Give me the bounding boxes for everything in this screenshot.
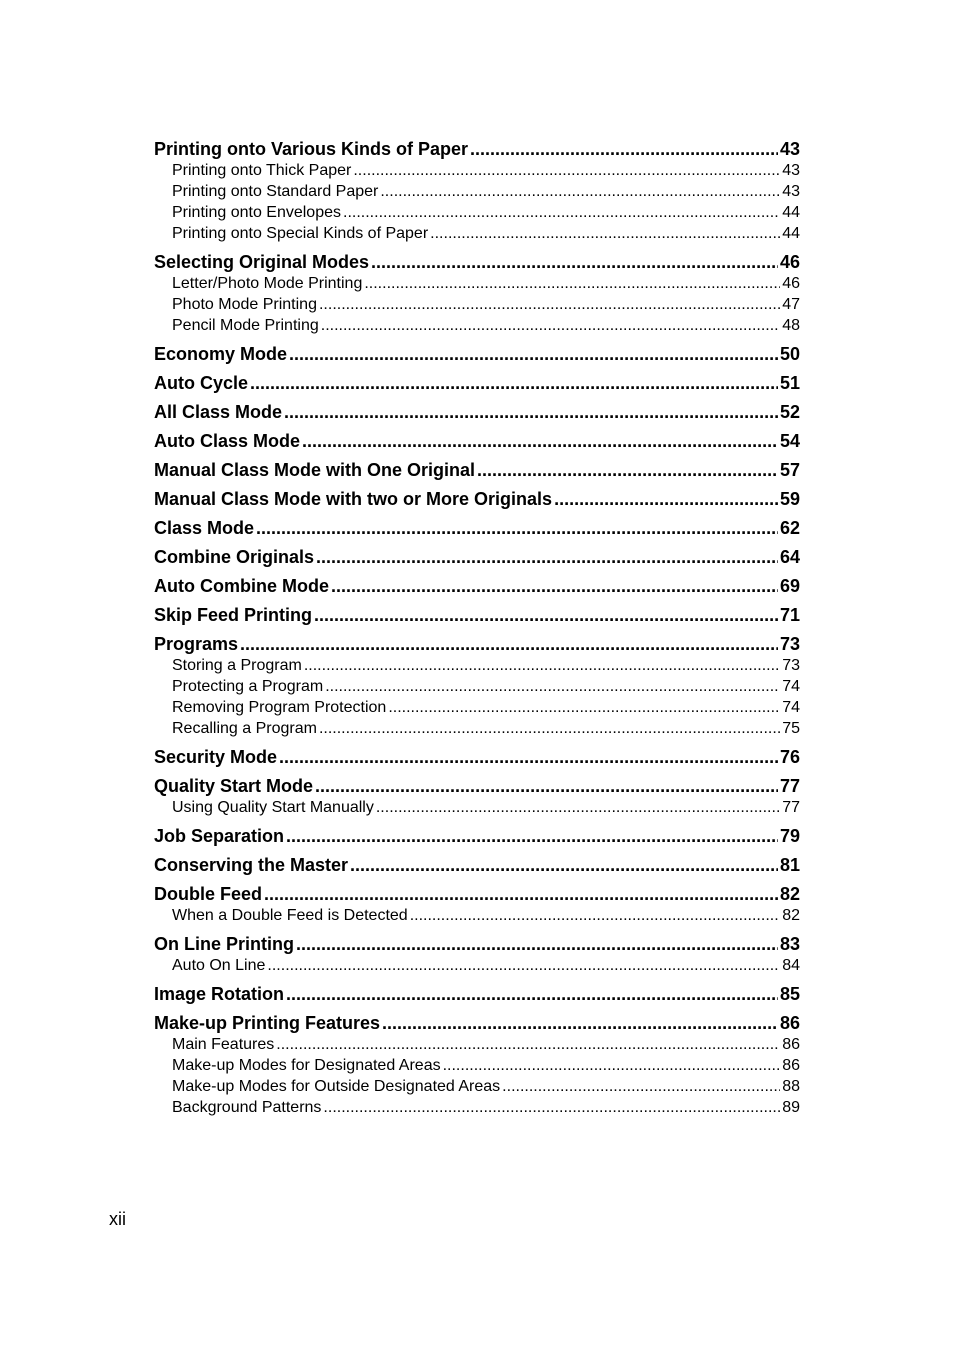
toc-section <box>154 746 800 768</box>
toc-subentry[interactable] <box>154 1034 800 1055</box>
leader-dots <box>284 401 778 423</box>
toc-entry[interactable] <box>154 401 800 423</box>
toc-subentry-page: 75 <box>782 720 800 737</box>
toc-entry[interactable] <box>154 854 800 876</box>
toc-subentry-page: 82 <box>782 907 800 924</box>
toc-entry[interactable] <box>154 933 800 955</box>
toc-entry-title: Auto Cycle <box>154 373 249 393</box>
leader-dots <box>331 575 778 597</box>
toc-entry[interactable] <box>154 575 800 597</box>
leader-dots <box>316 546 778 568</box>
toc-entry-page: 69 <box>779 576 800 596</box>
toc-entry-page: 82 <box>779 884 800 904</box>
toc-entry-title: Double Feed <box>154 884 263 904</box>
toc-entry[interactable] <box>154 775 800 797</box>
toc-subentry[interactable] <box>154 655 800 676</box>
toc-subentry[interactable] <box>154 1097 800 1118</box>
toc-subentry-page: 88 <box>782 1078 800 1095</box>
page-number: xii <box>109 1209 126 1229</box>
toc-subentry-page: 77 <box>782 799 800 816</box>
toc-entry-title: Conserving the Master <box>154 855 349 875</box>
leader-dots <box>256 517 778 539</box>
toc-section <box>154 488 800 510</box>
leader-dots <box>304 655 780 676</box>
toc-subentry-page: 44 <box>782 204 800 221</box>
toc-entry-page: 79 <box>779 826 800 846</box>
toc-subentry-title: Protecting a Program <box>172 678 324 695</box>
toc-entry-page: 62 <box>779 518 800 538</box>
toc-section <box>154 983 800 1005</box>
toc-entry-page: 71 <box>779 605 800 625</box>
toc-entry[interactable] <box>154 488 800 510</box>
toc-subentry-page: 43 <box>782 162 800 179</box>
toc-entry-page: 43 <box>779 139 800 159</box>
toc-subentry-title: Main Features <box>172 1036 275 1053</box>
leader-dots <box>350 854 778 876</box>
toc-subentry-title: Storing a Program <box>172 657 302 674</box>
toc-entry-title: Image Rotation <box>154 984 285 1004</box>
leader-dots <box>314 604 778 626</box>
leader-dots <box>371 251 778 273</box>
toc-subentry-page: 86 <box>782 1036 800 1053</box>
toc-section <box>154 854 800 876</box>
leader-dots <box>286 983 778 1005</box>
toc-section <box>154 825 800 847</box>
toc-entry[interactable] <box>154 883 800 905</box>
toc-subentry-title: Recalling a Program <box>172 720 317 737</box>
toc-entry-title: Economy Mode <box>154 344 288 364</box>
toc-subentry[interactable] <box>154 905 800 926</box>
leader-dots <box>276 1034 780 1055</box>
toc-entry[interactable] <box>154 604 800 626</box>
toc-subentry[interactable] <box>154 1055 800 1076</box>
toc-subentry-title: Pencil Mode Printing <box>172 317 319 334</box>
toc-subentry-title: Using Quality Start Manually <box>172 799 374 816</box>
toc-subentry-title: Letter/Photo Mode Printing <box>172 275 363 292</box>
toc-entry-page: 51 <box>779 373 800 393</box>
toc-subentry-page: 84 <box>782 957 800 974</box>
toc-entry[interactable] <box>154 138 800 160</box>
toc-entry[interactable] <box>154 251 800 273</box>
toc-entry[interactable] <box>154 517 800 539</box>
toc-subentry[interactable] <box>154 697 800 718</box>
toc-subentry[interactable] <box>154 676 800 697</box>
toc-entry-page: 83 <box>779 934 800 954</box>
toc-subentry[interactable] <box>154 797 800 818</box>
leader-dots <box>319 294 780 315</box>
leader-dots <box>286 825 778 847</box>
toc-subentry[interactable] <box>154 718 800 739</box>
leader-dots <box>443 1055 781 1076</box>
toc-subentry[interactable] <box>154 1076 800 1097</box>
toc-entry[interactable] <box>154 1012 800 1034</box>
toc-entry-page: 46 <box>779 252 800 272</box>
toc-section <box>154 546 800 568</box>
toc-subentry-title: Removing Program Protection <box>172 699 387 716</box>
toc-entry[interactable] <box>154 343 800 365</box>
toc-subentry-title: Printing onto Standard Paper <box>172 183 379 200</box>
leader-dots <box>264 883 778 905</box>
toc-entry-title: On Line Printing <box>154 934 294 954</box>
toc-subentry-title: When a Double Feed is Detected <box>172 907 408 924</box>
toc-entry-title: Job Separation <box>154 826 285 846</box>
toc-subentry-page: 46 <box>782 275 800 292</box>
toc-subentry[interactable] <box>154 202 800 223</box>
toc-section <box>154 343 800 365</box>
toc-subentry-page: 86 <box>782 1057 800 1074</box>
toc-entry-page: 76 <box>779 747 800 767</box>
toc-entry-page: 64 <box>779 547 800 567</box>
leader-dots <box>302 430 778 452</box>
toc-entry-page: 85 <box>779 984 800 1004</box>
toc-subentry-title: Photo Mode Printing <box>172 296 317 313</box>
leader-dots <box>289 343 778 365</box>
toc-entry-title: Programs <box>154 634 239 654</box>
toc-section <box>154 633 800 739</box>
toc-subentry[interactable] <box>154 223 800 244</box>
toc-entry-title: All Class Mode <box>154 402 283 422</box>
toc-subentry-page: 73 <box>782 657 800 674</box>
leader-dots <box>343 202 780 223</box>
toc-subentry[interactable] <box>154 273 800 294</box>
toc-entry-page: 86 <box>779 1013 800 1033</box>
toc-entry-page: 81 <box>779 855 800 875</box>
toc-section <box>154 138 800 244</box>
toc-subentry-title: Printing onto Envelopes <box>172 204 341 221</box>
leader-dots <box>319 718 780 739</box>
toc-entry[interactable] <box>154 746 800 768</box>
leader-dots <box>376 797 780 818</box>
toc-subentry-page: 47 <box>782 296 800 313</box>
leader-dots <box>410 905 781 926</box>
leader-dots <box>380 181 780 202</box>
toc-entry-page: 50 <box>779 344 800 364</box>
toc-entry[interactable] <box>154 825 800 847</box>
toc-section <box>154 459 800 481</box>
leader-dots <box>296 933 778 955</box>
toc-subentry-page: 43 <box>782 183 800 200</box>
leader-dots <box>430 223 780 244</box>
toc-subentry[interactable] <box>154 160 800 181</box>
toc-entry-title: Make-up Printing Features <box>154 1013 381 1033</box>
toc-entry-title: Class Mode <box>154 518 255 538</box>
toc-section <box>154 430 800 452</box>
toc-section <box>154 575 800 597</box>
leader-dots <box>477 459 778 481</box>
leader-dots <box>353 160 780 181</box>
leader-dots <box>279 746 778 768</box>
toc-entry-title: Auto Class Mode <box>154 431 301 451</box>
leader-dots <box>325 676 780 697</box>
toc-subentry-title: Printing onto Thick Paper <box>172 162 352 179</box>
toc-subentry[interactable] <box>154 181 800 202</box>
toc-entry-title: Printing onto Various Kinds of Paper <box>154 139 469 159</box>
toc-section <box>154 933 800 976</box>
toc-section <box>154 1012 800 1118</box>
toc-section <box>154 604 800 626</box>
toc-section <box>154 517 800 539</box>
toc-entry-title: Selecting Original Modes <box>154 252 370 272</box>
toc-entry-page: 54 <box>779 431 800 451</box>
toc-entry-title: Skip Feed Printing <box>154 605 313 625</box>
toc-subentry-page: 74 <box>782 678 800 695</box>
toc-section <box>154 401 800 423</box>
leader-dots <box>267 955 780 976</box>
leader-dots <box>240 633 778 655</box>
toc-subentry-title: Background Patterns <box>172 1099 322 1116</box>
toc-subentry-page: 44 <box>782 225 800 242</box>
toc-entry[interactable] <box>154 459 800 481</box>
toc-section <box>154 372 800 394</box>
leader-dots <box>470 138 778 160</box>
leader-dots <box>250 372 778 394</box>
leader-dots <box>364 273 780 294</box>
toc-entry-title: Combine Originals <box>154 547 315 567</box>
toc-entry-page: 59 <box>779 489 800 509</box>
toc-subentry-title: Make-up Modes for Designated Areas <box>172 1057 441 1074</box>
toc-subentry[interactable] <box>154 294 800 315</box>
toc-entry-page: 52 <box>779 402 800 422</box>
toc-entry-title: Security Mode <box>154 747 278 767</box>
leader-dots <box>382 1012 778 1034</box>
toc-subentry-title: Printing onto Special Kinds of Paper <box>172 225 429 242</box>
table-of-contents <box>154 138 800 1125</box>
toc-entry-title: Manual Class Mode with two or More Originals <box>154 489 553 509</box>
toc-subentry[interactable] <box>154 955 800 976</box>
toc-section <box>154 883 800 926</box>
toc-entry-page: 77 <box>779 776 800 796</box>
leader-dots <box>554 488 778 510</box>
toc-entry-title: Manual Class Mode with One Original <box>154 460 476 480</box>
leader-dots <box>321 315 780 336</box>
toc-subentry-title: Make-up Modes for Outside Designated Areas <box>172 1078 501 1095</box>
toc-subentry-page: 74 <box>782 699 800 716</box>
toc-entry[interactable] <box>154 633 800 655</box>
toc-section <box>154 251 800 336</box>
toc-subentry-page: 48 <box>782 317 800 334</box>
leader-dots <box>315 775 778 797</box>
leader-dots <box>502 1076 780 1097</box>
toc-entry[interactable] <box>154 546 800 568</box>
toc-entry-title: Auto Combine Mode <box>154 576 329 596</box>
toc-entry-page: 73 <box>779 634 800 654</box>
toc-subentry-page: 89 <box>782 1099 800 1116</box>
toc-entry[interactable] <box>154 430 800 452</box>
toc-subentry[interactable] <box>154 315 800 336</box>
leader-dots <box>323 1097 780 1118</box>
toc-subentry-title: Auto On Line <box>172 957 266 974</box>
toc-entry[interactable] <box>154 372 800 394</box>
toc-entry-title: Quality Start Mode <box>154 776 314 796</box>
leader-dots <box>388 697 780 718</box>
toc-entry[interactable] <box>154 983 800 1005</box>
toc-entry-page: 57 <box>779 460 800 480</box>
toc-section <box>154 775 800 818</box>
